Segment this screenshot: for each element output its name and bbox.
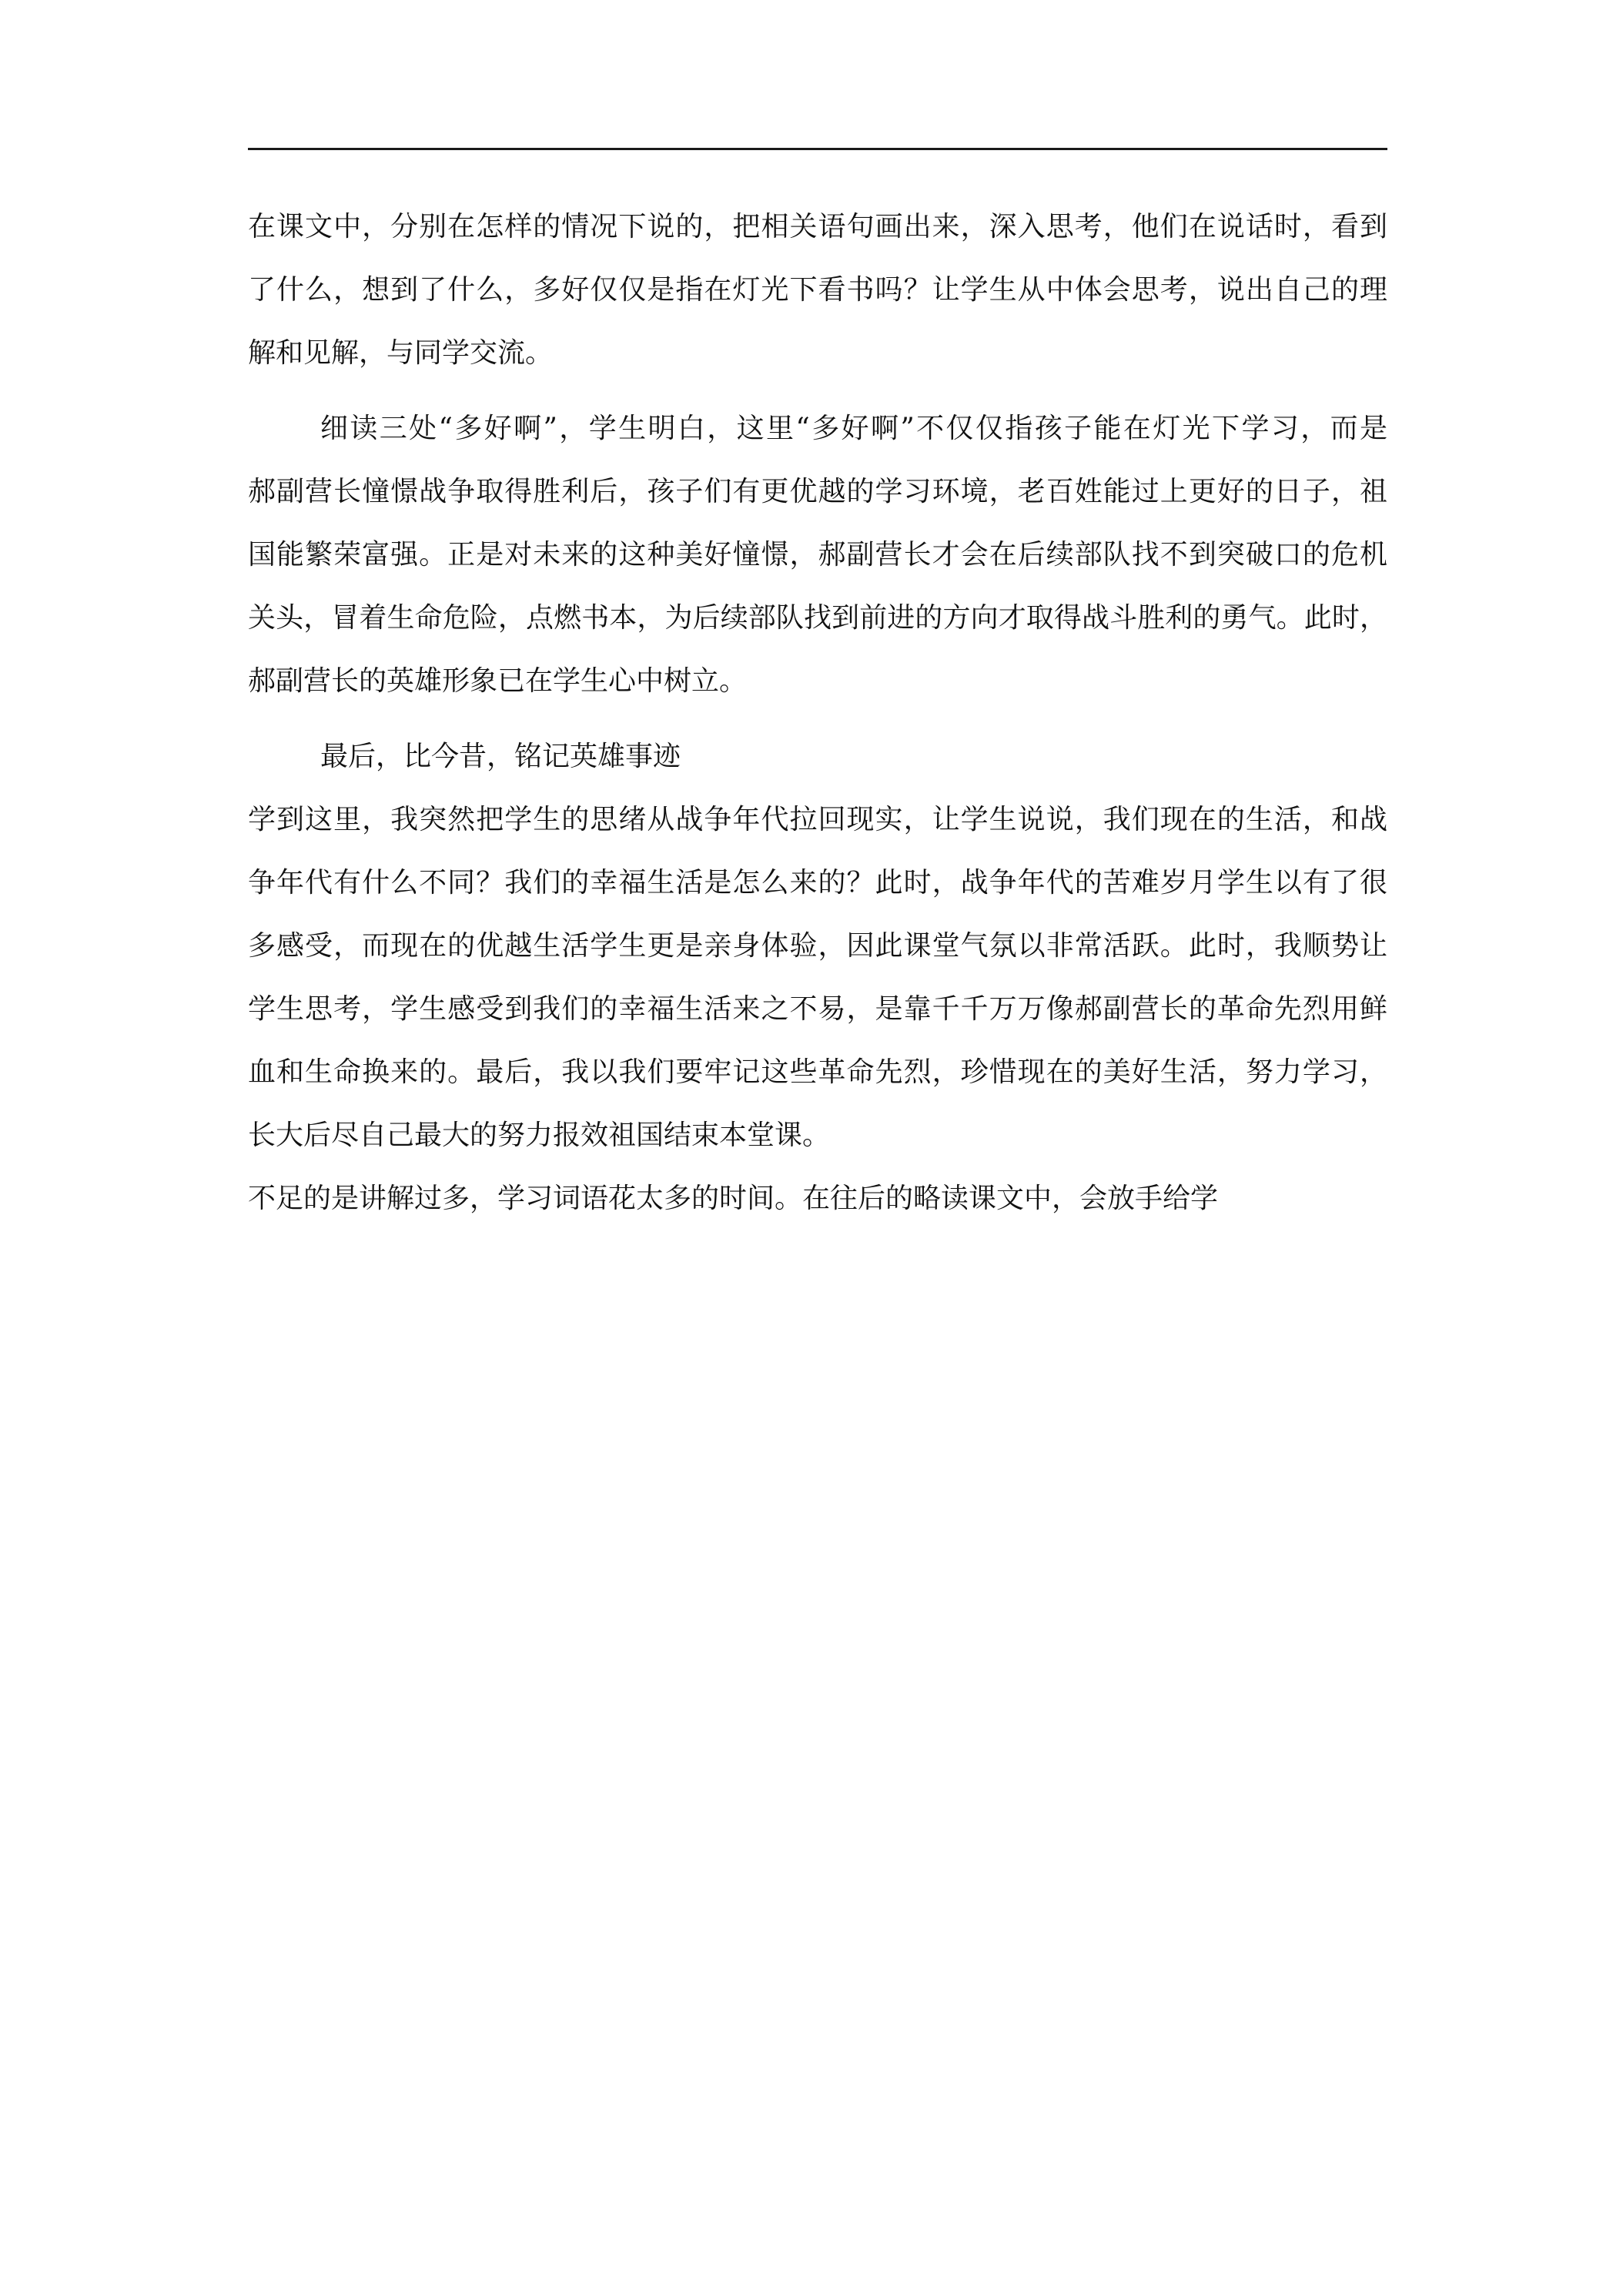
- body-line: 关头，冒着生命危险，点燃书本，为后续部队找到前进的方向才取得战斗胜利的勇气。此时，: [248, 602, 1387, 634]
- body-line: 细读三处“多好啊”，学生明白，这里“多好啊”不仅仅指孩子能在灯光下学习，而是: [320, 413, 1387, 444]
- section-heading: 最后，比今昔，铭记英雄事迹: [320, 741, 681, 772]
- body-line: 在课文中，分别在怎样的情况下说的，把相关语句画出来，深入思考，他们在说话时，看到: [248, 211, 1387, 243]
- body-line: 争年代有什么不同？我们的幸福生活是怎么来的？此时，战争年代的苦难岁月学生以有了很: [248, 867, 1387, 899]
- header-rule: [248, 148, 1387, 150]
- document-body: [248, 196, 1387, 1230]
- body-line: 郝副营长的英雄形象已在学生心中树立。: [248, 665, 748, 697]
- body-line: 了什么，想到了什么，多好仅仅是指在灯光下看书吗？让学生从中体会思考，说出自己的理: [248, 274, 1387, 306]
- body-line: 不足的是讲解过多，学习词语花太多的时间。在往后的略读课文中，会放手给学: [248, 1183, 1219, 1214]
- body-line: 血和生命换来的。最后，我以我们要牢记这些革命先烈，珍惜现在的美好生活，努力学习，: [248, 1056, 1387, 1088]
- body-line: 学到这里，我突然把学生的思绪从战争年代拉回现实，让学生说说，我们现在的生活，和战: [248, 804, 1387, 835]
- body-line: 郝副营长憧憬战争取得胜利后，孩子们有更优越的学习环境，老百姓能过上更好的日子，祖: [248, 476, 1387, 507]
- body-line: 解和见解，与同学交流。: [248, 337, 554, 369]
- body-line: 国能繁荣富强。正是对未来的这种美好憧憬，郝副营长才会在后续部队找不到突破口的危机: [248, 539, 1387, 571]
- body-line: 学生思考，学生感受到我们的幸福生活来之不易，是靠千千万万像郝副营长的革命先烈用鲜: [248, 993, 1387, 1025]
- body-line: 多感受，而现在的优越生活学生更是亲身体验，因此课堂气氛以非常活跃。此时，我顺势让: [248, 930, 1387, 962]
- body-line: 长大后尽自己最大的努力报效祖国结束本堂课。: [248, 1120, 831, 1151]
